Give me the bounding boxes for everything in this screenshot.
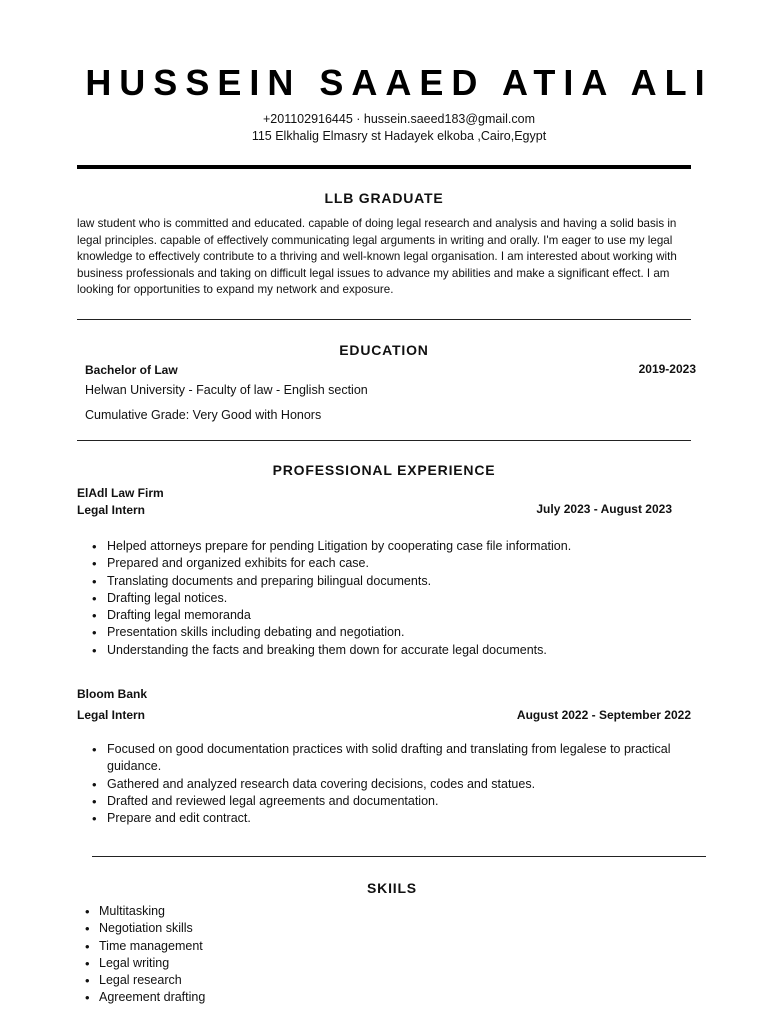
list-item: • Legal writing	[77, 955, 377, 972]
list-item: • Legal research	[77, 972, 377, 989]
job-bullets	[77, 538, 691, 659]
list-item: • Understanding the facts and breaking them down for accurate legal documents.	[77, 642, 691, 659]
list-item: • Helped attorneys prepare for pending Litigation by cooperating case file information.	[77, 538, 691, 555]
address-line: 115 Elkhalig Elmasry st Hadayek elkoba ,Cairo,Egypt	[251, 129, 547, 143]
list-item: • Presentation skills including debating and negotiation.	[77, 624, 691, 641]
list-item: • Agreement drafting	[77, 989, 377, 1006]
list-item: • Translating documents and preparing bilingual documents.	[77, 573, 691, 590]
job-company: ElAdl Law Firm	[77, 486, 164, 500]
skills-list	[77, 903, 377, 1007]
summary-title: LLB GRADUATE	[324, 190, 444, 206]
school: Helwan University - Faculty of law - English section	[85, 383, 368, 397]
section-divider	[77, 440, 691, 441]
skills-title: SKIILS	[367, 880, 417, 896]
list-item: • Multitasking	[77, 903, 377, 920]
job-role: Legal Intern	[77, 503, 146, 517]
job-company: Bloom Bank	[77, 687, 148, 701]
list-item: • Time management	[77, 938, 377, 955]
list-item: • Prepared and organized exhibits for each case.	[77, 555, 691, 572]
header-divider	[77, 165, 691, 169]
experience-title: PROFESSIONAL EXPERIENCE	[272, 462, 496, 478]
job-dates: August 2022 - September 2022	[516, 708, 691, 722]
contact-line: +201102916445 · hussein.saeed183@gmail.com	[262, 112, 536, 126]
grade: Cumulative Grade: Very Good with Honors	[85, 408, 322, 422]
section-divider	[77, 319, 691, 320]
list-item: • Drafting legal notices.	[77, 590, 691, 607]
section-divider	[92, 856, 706, 857]
list-item: • Drafted and reviewed legal agreements and documentation.	[77, 793, 677, 810]
education-years: 2019-2023	[638, 362, 696, 376]
list-item: • Prepare and edit contract.	[77, 810, 677, 827]
list-item: • Focused on good documentation practices with solid drafting and translating from legalese to practical guidance.	[77, 741, 677, 776]
job-bullets	[77, 741, 677, 827]
list-item: • Drafting legal memoranda	[77, 607, 691, 624]
summary-text: law student who is committed and educated. capable of doing legal research and analysis and having a solid basis in legal principles. capable of effectively communicating legal arguments in writing and orally. I'm eager to use my legal knowledge to effectively contribute to a thriving and well-known legal organisation. I am interested about working with business professionals and taking on difficult legal issues to advance my abilities and make a significant effect. I am looking for opportunities to expand my network and exposure.	[77, 217, 677, 296]
list-item: • Gathered and analyzed research data covering decisions, codes and statues.	[77, 776, 677, 793]
education-title: EDUCATION	[339, 342, 429, 358]
job-role: Legal Intern	[77, 708, 146, 722]
degree: Bachelor of Law	[85, 363, 178, 377]
list-item: • Negotiation skills	[77, 920, 377, 937]
job-dates: July 2023 - August 2023	[536, 502, 672, 516]
resume-name: HUSSEIN SAAED ATIA ALI	[85, 62, 713, 103]
